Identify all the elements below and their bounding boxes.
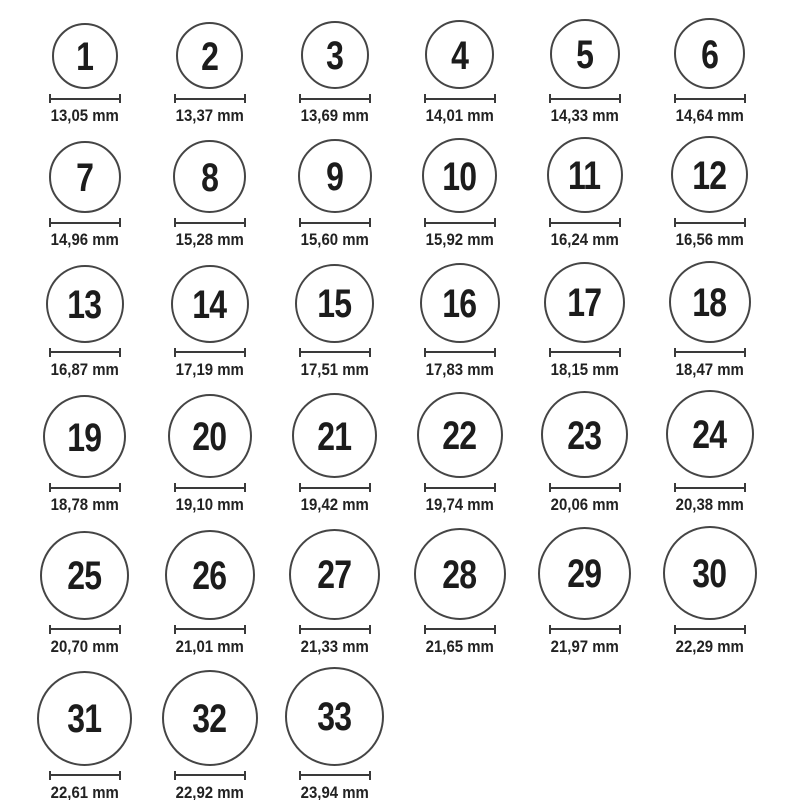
ring-size-number: 6 [701,32,718,77]
ring-size-cell [541,391,628,515]
ring-size-number: 13 [67,282,102,327]
ring-size-cell [671,136,749,250]
diameter-ruler-icon [674,625,746,634]
ring-diameter-label: 21,01 mm [175,636,244,656]
ring-circle [669,261,751,343]
ring-diameter-label: 17,83 mm [425,359,494,379]
ring-circle [162,670,258,766]
ring-diameter-label: 13,05 mm [50,106,119,125]
ring-circle [43,395,126,478]
ring-size-cell [171,22,249,126]
diameter-ruler-icon [49,625,121,634]
ring-circle [285,667,384,766]
ring-diameter-label: 13,69 mm [300,106,369,125]
ring-size-cell [666,390,754,515]
ring-size-number: 18 [692,280,727,325]
ring-diameter-label: 16,87 mm [50,359,119,379]
ring-diameter-label: 19,10 mm [175,495,244,515]
diameter-ruler-icon [49,348,121,357]
diameter-ruler-icon [174,94,246,103]
diameter-ruler-icon [299,483,371,492]
ring-circle [298,139,372,213]
ring-size-cell [669,261,751,380]
ring-diameter-label: 23,94 mm [300,782,369,800]
ring-diameter-label: 19,42 mm [300,495,369,515]
ring-circle [171,265,249,343]
ring-size-cell [171,140,249,250]
ring-size-cell [296,139,374,250]
ring-size-number: 31 [67,697,102,742]
ring-size-number: 1 [76,35,93,79]
ring-size-number: 27 [317,553,352,598]
ring-diameter-label: 13,37 mm [175,106,244,125]
ring-circle [547,137,623,213]
ring-diameter-label: 15,28 mm [175,230,244,250]
diameter-ruler-icon [549,483,621,492]
ring-size-cell [285,667,384,800]
ring-size-number: 7 [76,156,93,201]
diameter-ruler-icon [549,348,621,357]
diameter-ruler-icon [174,348,246,357]
ring-diameter-label: 19,74 mm [425,495,494,515]
ring-circle [46,265,124,343]
diameter-ruler-icon [174,218,246,227]
ring-circle [52,23,118,89]
ring-size-number: 9 [326,155,343,200]
ring-size-number: 8 [201,155,218,200]
ring-diameter-label: 16,24 mm [550,230,619,250]
ring-size-cell [46,265,124,380]
ring-diameter-label: 14,64 mm [675,106,744,125]
ring-size-cell [46,23,124,126]
ring-circle [40,531,129,620]
ring-size-number: 21 [317,414,352,459]
ring-diameter-label: 22,29 mm [675,636,744,656]
diameter-ruler-icon [299,94,371,103]
diameter-ruler-icon [674,348,746,357]
ring-size-number: 10 [442,154,477,199]
ring-size-number: 11 [568,154,601,199]
ring-size-cell [162,670,258,800]
ring-size-number: 33 [317,695,352,740]
ring-diameter-label: 15,60 mm [300,230,369,250]
ring-size-number: 28 [442,552,477,597]
ring-size-number: 3 [326,34,343,78]
ring-circle [538,527,631,620]
ring-circle [176,22,243,89]
diameter-ruler-icon [674,94,746,103]
diameter-ruler-icon [49,94,121,103]
ring-circle [663,526,757,620]
ring-diameter-label: 21,97 mm [550,636,619,656]
ring-size-number: 19 [67,415,102,460]
ring-size-number: 20 [192,415,227,460]
ring-circle [289,529,380,620]
ring-circle [49,141,121,213]
diameter-ruler-icon [299,771,371,780]
ring-diameter-label: 18,15 mm [550,359,619,379]
ring-size-number: 26 [192,553,227,598]
ring-diameter-label: 21,33 mm [300,636,369,656]
ring-diameter-label: 16,56 mm [675,230,744,250]
ring-diameter-label: 21,65 mm [425,636,494,656]
ring-size-cell [544,262,625,380]
diameter-ruler-icon [299,348,371,357]
ring-circle [37,671,132,766]
ring-diameter-label: 14,33 mm [550,106,619,125]
ring-circle [295,264,374,343]
diameter-ruler-icon [299,218,371,227]
ring-diameter-label: 18,47 mm [675,359,744,379]
diameter-ruler-icon [49,218,121,227]
ring-size-cell [420,263,500,380]
ring-diameter-label: 22,61 mm [50,782,119,800]
ring-size-number: 2 [201,34,218,79]
ring-circle [671,136,748,213]
diameter-ruler-icon [174,625,246,634]
ring-size-cell [421,20,499,126]
ring-size-number: 5 [576,33,593,77]
diameter-ruler-icon [424,218,496,227]
ring-size-number: 16 [442,281,477,326]
ring-size-cell [296,21,374,126]
ring-circle [165,530,255,620]
ring-size-number: 12 [692,153,727,198]
diameter-ruler-icon [549,94,621,103]
ring-size-cell [421,138,499,250]
ring-size-cell [289,529,380,657]
ring-size-number: 29 [567,552,602,597]
ring-size-cell [538,527,631,657]
ring-diameter-label: 20,38 mm [675,495,744,515]
ring-diameter-label: 20,06 mm [550,495,619,515]
ring-size-cell [295,264,374,380]
ring-size-number: 17 [567,281,602,326]
ring-circle [674,18,745,89]
diameter-ruler-icon [424,94,496,103]
ring-diameter-label: 17,51 mm [300,359,369,379]
diameter-ruler-icon [299,625,371,634]
ring-size-number: 25 [67,554,102,599]
ring-size-cell [292,393,377,515]
ring-size-number: 15 [317,282,352,327]
ring-diameter-label: 15,92 mm [425,230,494,250]
diameter-ruler-icon [549,218,621,227]
ring-size-cell [43,395,126,515]
ring-circle [414,528,506,620]
ring-size-number: 14 [192,282,227,327]
ring-size-number: 30 [692,551,727,596]
ring-size-cell [46,141,124,250]
ring-circle [168,394,252,478]
ring-size-cell [417,392,503,515]
ring-circle [173,140,246,213]
ring-circle [550,19,620,89]
ring-size-cell [663,526,757,657]
ring-circle [541,391,628,478]
ring-size-cell [671,18,749,126]
ring-size-number: 22 [442,414,477,459]
ring-diameter-label: 22,92 mm [175,782,244,800]
diameter-ruler-icon [174,771,246,780]
ring-size-number: 4 [451,33,468,78]
ring-circle [292,393,377,478]
ring-circle [544,262,625,343]
ring-circle [422,138,497,213]
ring-diameter-label: 20,70 mm [50,636,119,656]
ring-circle [425,20,494,89]
ring-size-number: 32 [192,696,227,741]
ring-size-cell [546,19,624,126]
ring-circle [301,21,369,89]
ring-diameter-label: 14,96 mm [50,230,119,250]
diameter-ruler-icon [674,218,746,227]
ring-size-cell [165,530,255,657]
ring-size-cell [168,394,252,515]
ring-size-cell [546,137,624,250]
ring-size-number: 23 [567,413,602,458]
ring-circle [666,390,754,478]
diameter-ruler-icon [424,348,496,357]
ring-diameter-label: 17,19 mm [175,359,244,379]
diameter-ruler-icon [424,483,496,492]
diameter-ruler-icon [49,483,121,492]
ring-size-cell [40,531,129,657]
ring-diameter-label: 18,78 mm [50,495,119,515]
ring-size-cell [171,265,249,380]
ring-circle [420,263,500,343]
diameter-ruler-icon [174,483,246,492]
ring-size-cell [37,671,132,800]
diameter-ruler-icon [674,483,746,492]
diameter-ruler-icon [424,625,496,634]
ring-diameter-label: 14,01 mm [425,106,494,125]
ring-size-cell [414,528,506,657]
diameter-ruler-icon [49,771,121,780]
ring-circle [417,392,503,478]
ring-size-number: 24 [692,413,727,458]
diameter-ruler-icon [549,625,621,634]
